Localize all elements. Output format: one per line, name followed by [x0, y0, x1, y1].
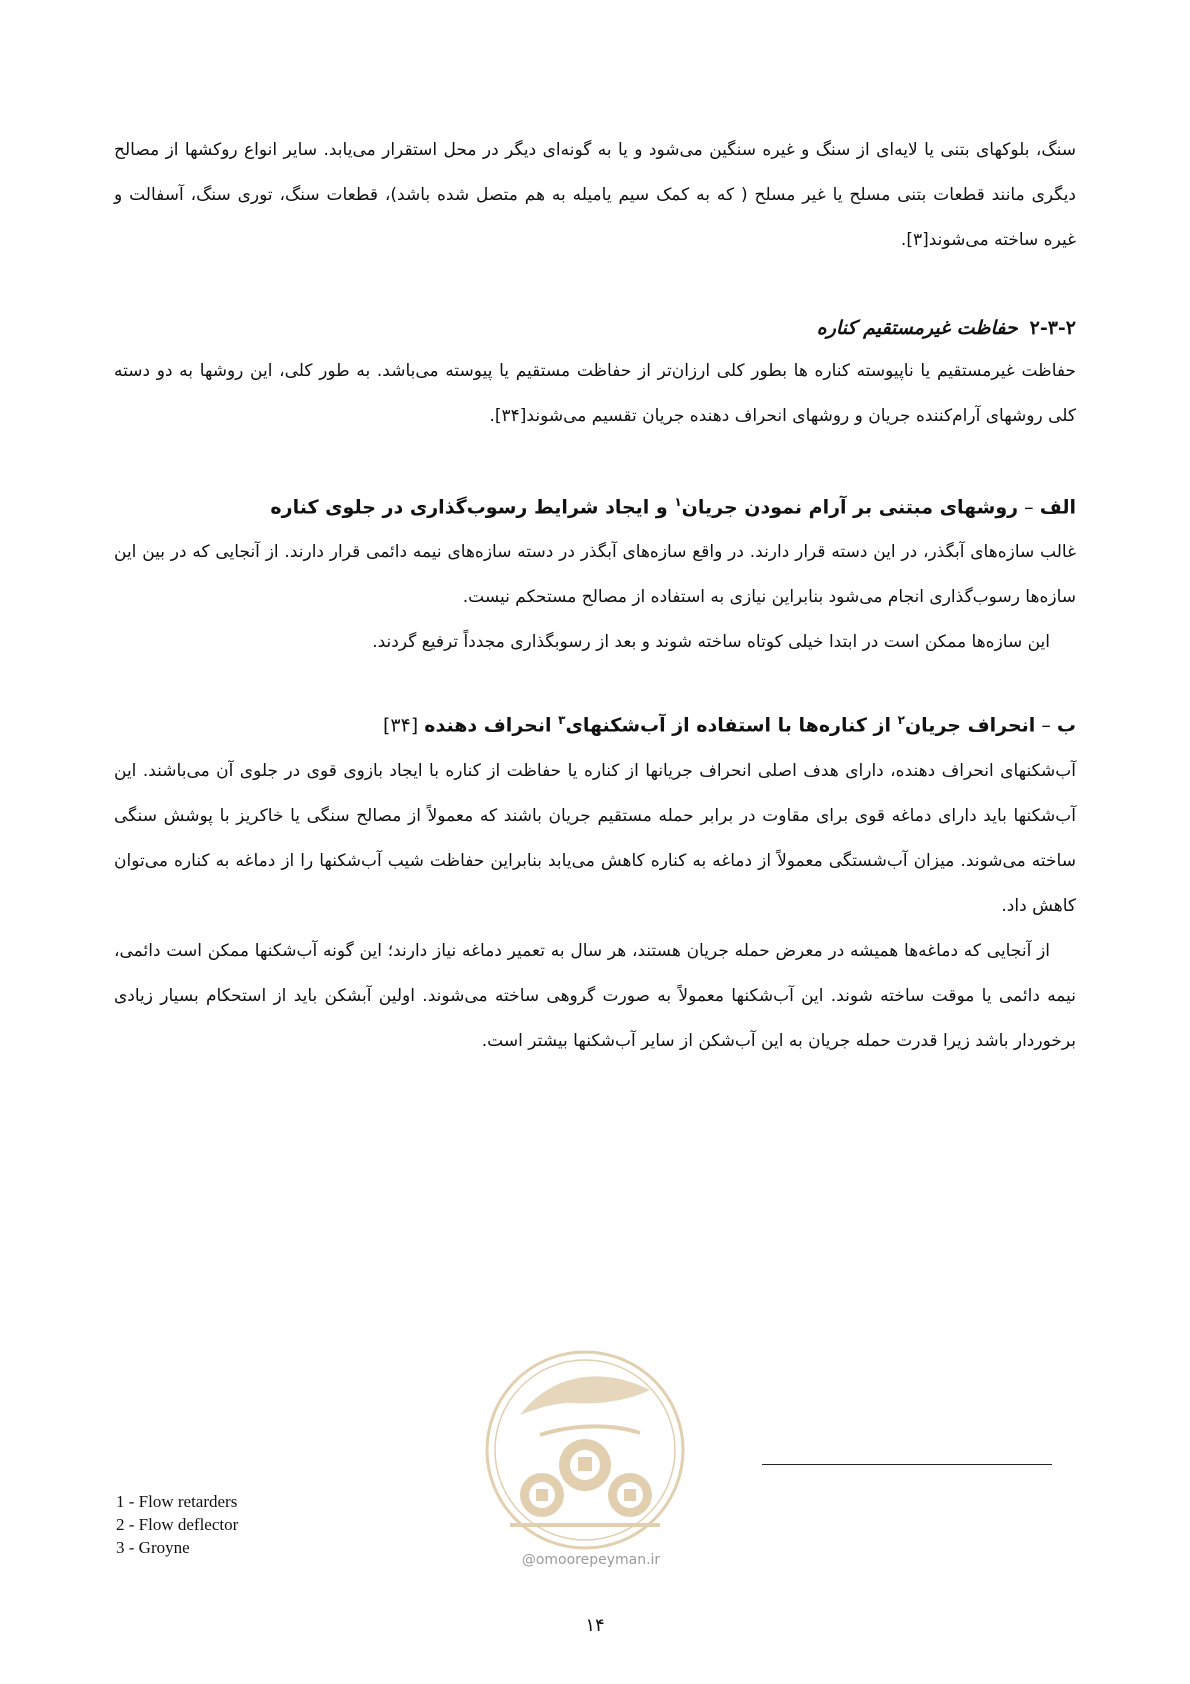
subsection-a-heading — [114, 487, 1076, 522]
footnotes — [116, 1490, 238, 1559]
subsection-b-title-3: انحراف دهنده — [424, 714, 559, 737]
footnote-ref-1: ۱ — [674, 495, 682, 509]
subsection-b-title-1: انحراف جریان — [904, 714, 1036, 737]
footnote-1: 1 - Flow retarders — [116, 1492, 238, 1511]
watermark-url: @omoorepeyman.ir — [521, 1552, 661, 1568]
footnote-ref-2: ۲ — [897, 713, 905, 728]
section-number: ۲-۳-۲ — [1029, 317, 1076, 339]
section-heading — [114, 313, 1076, 343]
subsection-a-paragraph-2: این سازه‌ها ممکن است در ابتدا خیلی کوتاه ساخته شوند و بعد از رسوبگذاری مجدداً ترفیع گردند. — [372, 632, 1050, 653]
subsection-a-title-1: روشهای مبتنی بر آرام نمودن جریان — [681, 496, 1019, 519]
subsection-a-dash: – — [1018, 496, 1040, 519]
subsection-b-title-2: از کناره‌ها با استفاده از آب‌شکنهای — [565, 714, 898, 737]
footnote-3: 3 - Groyne — [116, 1538, 190, 1557]
subsection-b-paragraph-2: از آنجایی که دماغه‌ها همیشه در معرض حمله جریان هستند، هر سال به تعمیر دماغه نیاز دارند؛ این گونه آب‌شکنها ممکن است دائمی، نیمه دائمی یا موقت ساخته شوند. این آب‌شکنها معمولاً به صورت گروهی ساخته می‌شوند. اولین آبشکن باید از استحکام بسیار زیادی برخوردار باشد زیرا قدرت حمله جریان به این آب‌شکن از سایر آب‌شکنها بیشتر است. — [114, 940, 1076, 1051]
subsection-a-label: الف — [1039, 496, 1076, 519]
footnote-ref-3: ۳ — [558, 713, 566, 728]
watermark-logo — [480, 1345, 690, 1565]
subsection-a-paragraph-1: غالب سازه‌های آبگذر، در این دسته قرار دارند. در واقع سازه‌های آبگذر در دسته سازه‌های نیمه دائمی قرار دارند. از آنجایی که در بین این سازه‌ها رسوب‌گذاری انجام می‌شود بنابراین نیازی به استفاده از مصالح مستحکم نیست. — [114, 542, 1076, 608]
footnote-divider — [762, 1464, 1052, 1465]
section-title: حفاظت غیرمستقیم کناره — [816, 317, 1018, 339]
subsection-a-title-2: و ایجاد شرایط رسوب‌گذاری در جلوی کناره — [270, 496, 675, 519]
footnote-2: 2 - Flow deflector — [116, 1515, 239, 1534]
page-number: ۱۴ — [585, 1615, 605, 1636]
subsection-b-label: ب — [1056, 714, 1076, 737]
main-content — [114, 128, 1076, 1064]
subsection-b-citation: [۳۴] — [382, 714, 425, 737]
intro-paragraph: سنگ، بلوکهای بتنی یا لایه‌ای از سنگ و غیره سنگین می‌شود و یا به گونه‌ای دیگر در محل استقرار می‌یابد. سایر انواع روکشها از مصالح دیگری مانند قطعات بتنی مسلح یا غیر مسلح ( که به کمک سیم یامیله به هم متصل شده باشد)، قطعات سنگ، توری سنگ، آسفالت و غیره ساخته می‌شوند[۳]. — [114, 140, 1076, 250]
subsection-b-dash: – — [1035, 714, 1057, 737]
subsection-b-paragraph-1: آب‌شکنهای انحراف دهنده، دارای هدف اصلی انحراف جریانها از کناره یا حفاظت از کناره با ایجاد بازوی قوی در جلوی آن می‌باشند. این آب‌شکنها باید دارای دماغه قوی برای مقاوت در برابر حمله مستقیم جریان باشند که معمولاً از مصالح سنگی یا خاکریز با پوشش سنگی ساخته می‌شوند. میزان آب‌شستگی معمولاً از دماغه به کناره کاهش می‌یابد بنابراین حفاظت شیب آب‌شکنها را از دماغه به کناره می‌توان کاهش داد. — [114, 760, 1076, 916]
subsection-b-heading — [114, 705, 1076, 740]
section-paragraph: حفاظت غیرمستقیم یا ناپیوسته کناره ها بطور کلی ارزان‌تر از حفاظت مستقیم یا پیوسته می‌باشد. به طور کلی، این روشها به دو دسته کلی روشهای آرام‌کننده جریان و روشهای انحراف دهنده جریان تقسیم می‌شوند[۳۴]. — [114, 361, 1076, 426]
